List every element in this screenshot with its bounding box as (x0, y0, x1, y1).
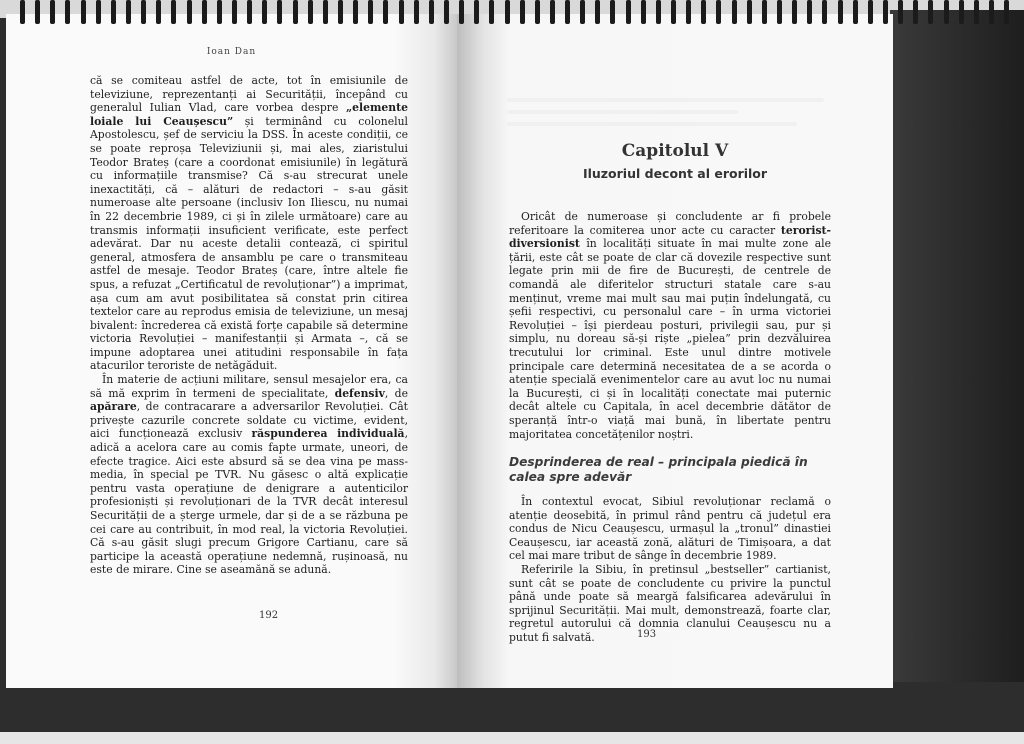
spiral-coil (171, 0, 176, 24)
spiral-coil (777, 0, 782, 24)
spiral-coil (247, 0, 252, 24)
spiral-coil (913, 0, 918, 24)
spiral-coil (459, 0, 464, 24)
spiral-coil (610, 0, 615, 24)
left-page-text (90, 74, 408, 577)
emphasis-text: defensiv (334, 386, 385, 400)
spiral-coil (262, 0, 267, 24)
right-page (457, 14, 893, 688)
spiral-coil (686, 0, 691, 24)
spiral-coil (156, 0, 161, 24)
text-run: , de (384, 386, 408, 400)
spiral-coil (50, 0, 55, 24)
chapter-number: Capitolul V (621, 141, 729, 161)
spiral-coil (580, 0, 585, 24)
scanner-bottom-edge (0, 732, 1024, 744)
page-number-right: 193 (637, 629, 657, 640)
spiral-coil (126, 0, 131, 24)
spiral-coil (141, 0, 146, 24)
left-page (6, 14, 457, 688)
spiral-coil (277, 0, 282, 24)
spiral-coil (232, 0, 237, 24)
spiral-coil (338, 0, 343, 24)
spiral-coil (323, 0, 328, 24)
spiral-coil (883, 0, 888, 24)
spiral-coil (202, 0, 207, 24)
spiral-coil (762, 0, 767, 24)
spiral-coil (444, 0, 449, 24)
text-run: , de contracarare a adversarilor Revoluției. Cât privește cazurile concrete soldate cu victime, evident, aici funcționează exclusiv (90, 400, 408, 441)
spiral-coil (20, 0, 25, 24)
spiral-coil (35, 0, 40, 24)
text-run: Oricât de numeroase și concludente ar fi probele referitoare la comiterea unor acte cu caracter (509, 210, 831, 237)
chapter-title: Iluzoriul decont al erorilor (582, 166, 768, 181)
spiral-coil (792, 0, 797, 24)
spiral-coil (641, 0, 646, 24)
spiral-coil (520, 0, 525, 24)
spiral-coil (217, 0, 222, 24)
spiral-coil (595, 0, 600, 24)
spiral-coil (429, 0, 434, 24)
left-paragraph-2 (90, 373, 408, 577)
spiral-coil (111, 0, 116, 24)
text-run: că se comiteau astfel de acte, tot în emisiunile de televiziune, reprezentanți ai Securității, începând cu generalul Iulian Vlad, care vorbea despre (90, 74, 408, 115)
spiral-coil (626, 0, 631, 24)
spiral-coil (671, 0, 676, 24)
running-head-author: Ioan Dan (206, 47, 257, 57)
spiral-coil (944, 0, 949, 24)
spiral-coil (565, 0, 570, 24)
spiral-coil (96, 0, 101, 24)
spiral-coil (474, 0, 479, 24)
spiral-coil (732, 0, 737, 24)
spiral-coil (308, 0, 313, 24)
spiral-binding (20, 0, 1010, 26)
spiral-coil (550, 0, 555, 24)
spiral-coil (716, 0, 721, 24)
spiral-coil (928, 0, 933, 24)
spiral-coil (656, 0, 661, 24)
spiral-coil (187, 0, 192, 24)
spiral-coil (838, 0, 843, 24)
emphasis-text: răspunderea individuală (251, 427, 405, 441)
spiral-coil (822, 0, 827, 24)
spiral-coil (974, 0, 979, 24)
text-run: , adică a acelora care au comis fapte urmate, uneori, de efecte tragice. Aici este absurd să se dea vina pe mass-media, în special pe TVR. Nu găsesc o altă explicație pentru vasta operațiune de denigrare a autenticilor profesioniști și revoluționari de la TVR decât interesul Securității de a șterge urmele, dar și de a se răzbuna pe cei care au contribuit, în mod real, la victoria Revoluției. Că s-au găsit slugi precum Grigore Cartianu, care să participe la această operațiune nedemnă, rușinoasă, nu este de mirare. Cine se aseamănă se adună. (90, 427, 408, 577)
spiral-coil (807, 0, 812, 24)
spiral-coil (868, 0, 873, 24)
spiral-coil (535, 0, 540, 24)
spiral-coil (989, 0, 994, 24)
spiral-coil (898, 0, 903, 24)
spiral-coil (353, 0, 358, 24)
spiral-coil (1004, 0, 1009, 24)
page-number-left: 192 (259, 610, 279, 621)
spiral-coil (747, 0, 752, 24)
right-paragraph-1 (509, 210, 831, 441)
spiral-coil (65, 0, 70, 24)
spiral-coil (414, 0, 419, 24)
spiral-coil (368, 0, 373, 24)
spiral-coil (853, 0, 858, 24)
text-run: În materie de acțiuni militare, sensul mesajelor era, ca să mă exprim în termeni de specialitate, (90, 373, 408, 400)
emphasis-text: terorist-diversionist (509, 223, 831, 251)
scanner-right-shadow (890, 10, 1024, 682)
spiral-coil (701, 0, 706, 24)
right-paragraph-2: În contextul evocat, Sibiul revoluționar reclamă o atenție deosebită, în primul rând pentru că județul era condus de Nicu Ceaușescu, urmașul la „tronul” dinastiei Ceaușescu, iar această zonă, alături de Timișoara, a dat cel mai mare tribut de sânge în decembrie 1989. (509, 495, 831, 563)
emphasis-text: apărare (90, 400, 137, 414)
spiral-coil (399, 0, 404, 24)
section-heading: Desprinderea de real – principala piedică în calea spre adevăr (509, 455, 808, 485)
spiral-coil (505, 0, 510, 24)
right-paragraph-3: Referirile la Sibiu, în pretinsul „bestseller” cartianist, sunt cât se poate de concludente cu privire la punctul până unde poate să meargă falsificarea adevărului în sprijinul Securității. Mai mult, demonstrează, foarte clar, regretul autorului că domnia clanului Ceaușescu nu a putut fi salvată. (509, 563, 831, 645)
emphasis-text: „elemente loiale lui Ceaușescu” (90, 101, 408, 128)
spiral-coil (81, 0, 86, 24)
spiral-coil (383, 0, 388, 24)
spiral-coil (959, 0, 964, 24)
spiral-coil (293, 0, 298, 24)
show-through-text (507, 98, 837, 134)
text-run: și terminând cu colonelul Apostolescu, șef de serviciu la DSS. În aceste condiții, ce se poate reproșa Televiziunii și, mai ales, ziaristului Teodor Brateș (care a coordonat emisiunile) în legătură cu informațiile transmise? Că s-au strecurat unele inexactități, că – alături de redactori – s-au găsit numeroase alte persoane (inclusiv Ion Iliescu, nu numai în 22 decembrie 1989, ci și în zilele următoare) care au transmis informații insuficient verificate, este perfect adevărat. Dar nu aceste detalii contează, ci spiritul general, atmosfera de ansamblu pe care o transmiteau astfel de mesaje. Teodor Brateș (care, între altele fie spus, a refuzat „Certificatul de revoluționar”) a imprimat, așa cum am avut posibilitatea să constat prin citirea textelor care au reprodus emisia de televiziune, un mesaj bivalent: încrederea că există forțe capabile să determine victoria Revoluției – manifestanții și Armata –, că se impune adoptarea unei atitudini responsabile în fața atacurilor teroriste de netăgăduit. (90, 114, 408, 373)
spiral-coil (489, 0, 494, 24)
right-page-text (509, 210, 831, 645)
left-paragraph-1 (90, 74, 408, 373)
text-run: în localități situate în mai multe zone ale țării, este cât se poate de clar că dovezile respective sunt legate prin mii de fire de București, de centrele de comandă ale diferitelor structuri statale care s-au menținut, vreme mai mult sau mai puțin îndelungată, cu șefii respectivi, cu personalul care – în urma victoriei Revoluției – își pierdeau posturi, privilegii sau, pur și simplu, nu doreau să-și riște „pielea” prin dezvăluirea trecutului lor criminal. Este unul dintre motivele principale care determină necesitatea de a se acorda o atenție specială evenimentelor care au avut loc nu numai la București, ci și în localități conectate mai puternic decât altele cu Capitala, în acel decembrie dătător de speranță într-o viață mai bună, în libertate pentru majoritatea concetățenilor noștri. (509, 237, 831, 441)
